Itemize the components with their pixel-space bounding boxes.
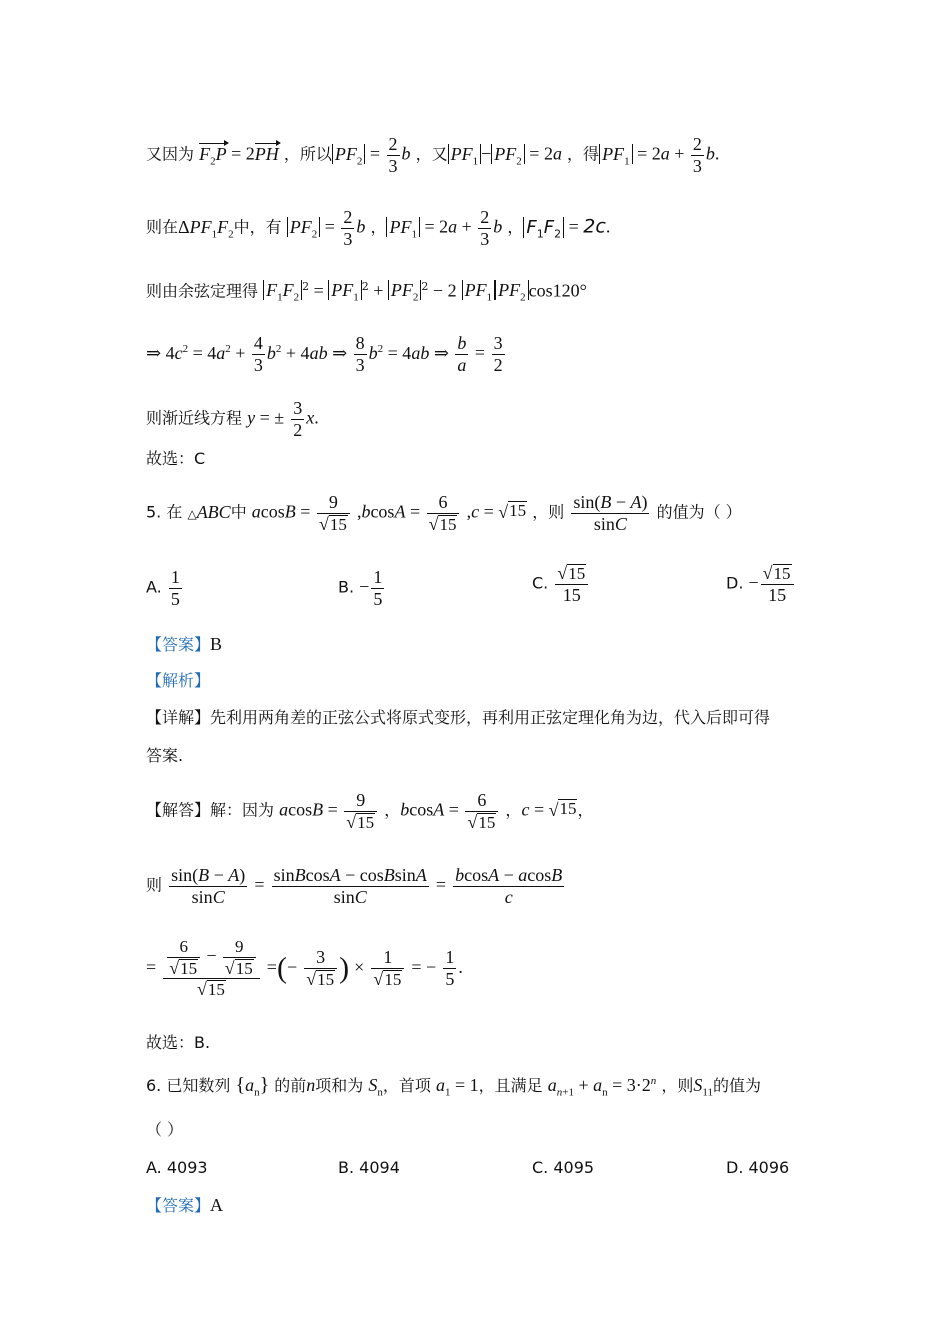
choose-b: 故选：B.	[146, 1033, 211, 1052]
detail-line-1: 【详解】先利用两角差的正弦公式将原式变形，再利用正弦定理化角为边，代入后即可得	[146, 708, 771, 727]
compute-line: = 6 √ 15 − 9 √ 15 √ 15 =(− 3 √ 15 ) × 1 √ 15 = − $\frac{1}{5}$ .	[146, 937, 463, 1000]
q5-option-b[interactable]: B. − $\frac{1}{5}$	[338, 567, 383, 609]
q5-option-c[interactable]: C. √ 15 15	[532, 563, 590, 605]
question-6: 6. 已知数列 $\{a_n\}$ 的前n项和为 $S_n$，首项 $a_1 = 1$，且满足 $a_{n+1} + a_n = 3\cdot 2^n$ ，则$S_{11}$的值为	[146, 1074, 762, 1099]
q6-option-a[interactable]: A. 4093	[146, 1158, 208, 1177]
q5-option-d[interactable]: D. − √ 15 15	[726, 563, 796, 605]
answer-6: 【答案】A	[146, 1195, 224, 1215]
question-5: 5. 在 △ABC中 acosB = 9 √ 15 ,bcosA = 6 √ 15 ,c = √ 15 ，则 $\frac{\sin(B - A)}{\sin C}$ 的值为（ ）	[146, 492, 742, 534]
q6-option-b[interactable]: B. 4094	[338, 1158, 400, 1177]
derivation-line-4: ⇒ $4c^2 = 4a^2$ + $\frac{4}{3}$ $b^2 + 4ab$ ⇒ $\frac{8}{3}$ $b^2 = 4ab$ ⇒ $\frac{b}{a}$ = $\frac{3}{2}$	[146, 333, 503, 375]
q6-option-c[interactable]: C. 4095	[532, 1158, 595, 1177]
choose-c: 故选：C	[146, 449, 206, 468]
derivation-line-1: 又因为 $F_2P = 2PH$ ，所以 $PF_2$ = $\frac{2}{3}$ b ，又 $PF_1 - PF_2 = 2a$ ，得 $PF_1 = 2a$ + $\frac{2}{3}$ b.	[146, 134, 720, 176]
analysis-heading: 【解析】	[146, 671, 211, 690]
detail-line-2: 答案.	[146, 746, 184, 765]
answer-5: 【答案】B	[146, 634, 223, 654]
derivation-line-5: 则渐近线方程 y = ± $\frac{3}{2}$ x.	[146, 398, 319, 440]
q6-option-d[interactable]: D. 4096	[726, 1158, 790, 1177]
q6-paren: （ ）	[146, 1120, 184, 1139]
derivation-line-2: 则在$\Delta PF_1F_2$中，有 $PF_2$ = $\frac{2}{3}$ b ， $PF_1 = 2a$ + $\frac{2}{3}$ b ， $F_1F_2 = 2c$.	[146, 207, 611, 249]
q5-option-a[interactable]: A. $\frac{1}{5}$	[146, 567, 180, 609]
derivation-line-3: 则由余弦定理得 $F_1F_2^2 = PF_1^2 + PF_2^2 - 2$ $PF_1$ $PF_2$ cos120°	[146, 280, 587, 304]
solve-line: 【解答】解：因为 acosB = 9 √ 15 ，bcosA = 6 √ 15 ，c = √ 15 ，	[146, 790, 594, 832]
transform-line: 则 $\frac{\sin(B - A)}{\sin C}$ = $\frac{\text{sinBcosA − cosBsinA}}{\sin C}$ = $\frac{bcosA - acosB}{c}$	[146, 865, 563, 907]
